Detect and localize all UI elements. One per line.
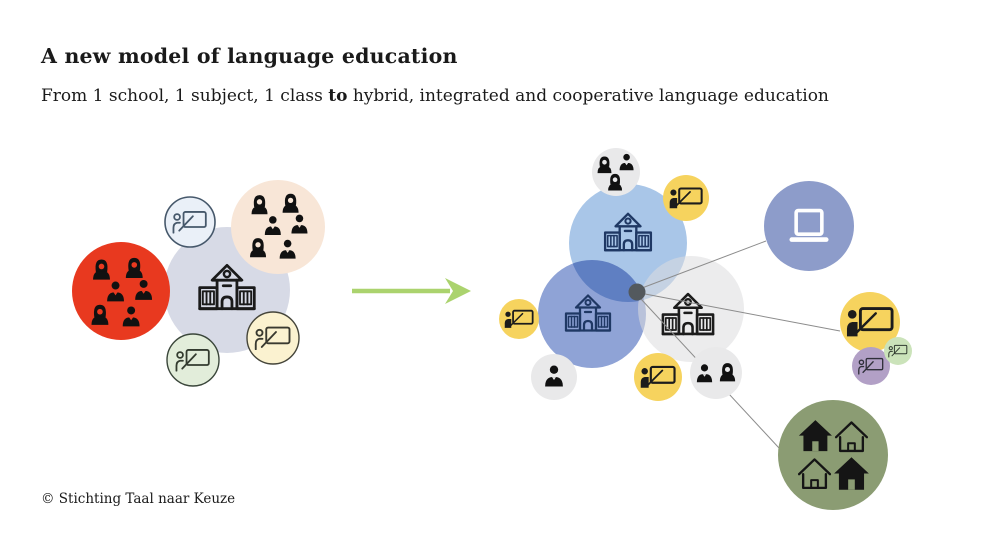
homes-circle — [778, 400, 888, 510]
subtitle-prefix: From 1 school, 1 subject, 1 class — [41, 86, 329, 106]
teacher-yellow-top — [663, 175, 709, 221]
laptop-circle — [764, 181, 854, 271]
subtitle-suffix: hybrid, integrated and cooperative language education — [347, 86, 829, 106]
subtitle-bold-word: to — [328, 86, 348, 106]
students-pair-circle — [690, 347, 742, 399]
transition-arrow-icon — [352, 278, 471, 304]
page-title: A new model of language education — [41, 44, 458, 68]
teacher-yellow-left — [499, 299, 539, 339]
student-single-circle — [531, 354, 577, 400]
hub-dot — [629, 284, 646, 301]
teacher-green-circle — [167, 334, 219, 386]
teacher-yellow-bottom — [634, 353, 682, 401]
teacher-yellow-outline-circle — [247, 312, 299, 364]
subtitle — [41, 86, 829, 106]
school-gray-circle — [638, 256, 744, 362]
students-peach-circle — [231, 180, 325, 274]
teacher-mint-circle — [884, 337, 912, 365]
school-darkblue-circle — [538, 260, 646, 368]
teacher-blue-circle — [165, 197, 215, 247]
copyright-text: © Stichting Taal naar Keuze — [41, 491, 236, 507]
students-top-circle — [592, 148, 640, 196]
students-red-circle — [72, 242, 170, 340]
